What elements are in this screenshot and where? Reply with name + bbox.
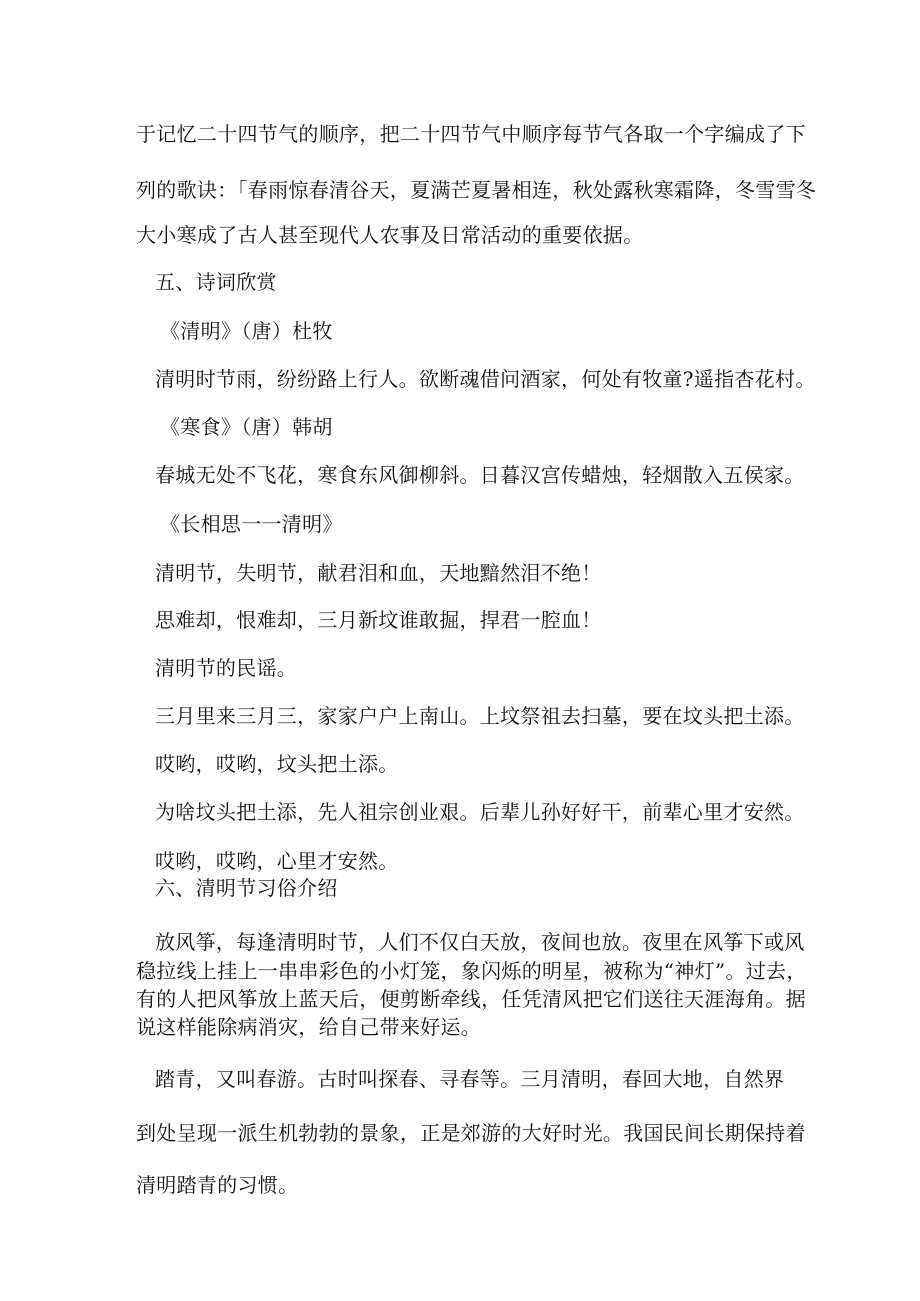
poem-title: 《长相思一一清明》 xyxy=(160,512,343,536)
body-text-line: 于记忆二十四节气的顺序，把二十四节气中顺序每节气各取一个字编成了下 xyxy=(136,122,806,146)
section-heading: 六、清明节习俗介绍 xyxy=(155,876,338,900)
body-text-line: 到处呈现一派生机勃勃的景象，正是郊游的大好时光。我国民间长期保持着 xyxy=(136,1121,806,1145)
poem-text-line: 思难却，恨难却，三月新坟谁敢掘，捍君一腔血！ xyxy=(155,608,602,632)
body-text-line: 放风筝，每逢清明时节，人们不仅白天放，夜间也放。夜里在风筝下或风 xyxy=(155,930,805,954)
body-text-line: 踏青，又叫春游。古时叫探春、寻春等。三月清明，春回大地，自然界 xyxy=(155,1067,785,1091)
poem-text-line: 春城无处不飞花，寒食东风御柳斜。日暮汉宫传蜡烛，轻烟散入五侯家。 xyxy=(155,463,805,487)
poem-title: 《清明》（唐）杜牧 xyxy=(160,319,333,343)
section-heading: 五、诗词欣赏 xyxy=(155,270,277,294)
body-text-line: 列的歌诀：「春雨惊春清谷天，夏满芒夏暑相连，秋处露秋寒霜降，冬雪雪冬 xyxy=(136,178,817,202)
body-text-line: 有的人把风筝放上蓝天后，便剪断牵线，任凭清风把它们送往天涯海角。据 xyxy=(136,987,806,1011)
ballad-text-line: 哎哟，哎哟，坟头把土添。 xyxy=(155,752,399,776)
body-text-line: 大小寒成了古人甚至现代人农事及日常活动的重要依据。 xyxy=(136,223,644,247)
body-text-line: 清明踏青的习惯。 xyxy=(136,1173,299,1197)
ballad-text-line: 为啥坟头把土添，先人祖宗创业艰。后辈儿孙好好干，前辈心里才安然。 xyxy=(155,800,805,824)
poem-title: 《寒食》（唐）韩胡 xyxy=(160,415,333,439)
subheading: 清明节的民谣。 xyxy=(155,656,298,680)
body-text-line: 说这样能除病消灾，给自己带来好运。 xyxy=(136,1015,482,1039)
body-text-line: 稳拉线上挂上一串串彩色的小灯笼，象闪烁的明星，被称为“神灯”。过去， xyxy=(136,959,807,983)
poem-text-line: 清明节，失明节，献君泪和血，天地黯然泪不绝！ xyxy=(155,561,602,585)
ballad-text-line: 三月里来三月三，家家户户上南山。上坟祭祖去扫墓，要在坟头把土添。 xyxy=(155,704,805,728)
ballad-text-line: 哎哟，哎哟，心里才安然。 xyxy=(155,849,399,873)
poem-text-line: 清明时节雨，纷纷路上行人。欲断魂借问酒家，何处有牧童?遥指杏花村。 xyxy=(155,367,816,391)
